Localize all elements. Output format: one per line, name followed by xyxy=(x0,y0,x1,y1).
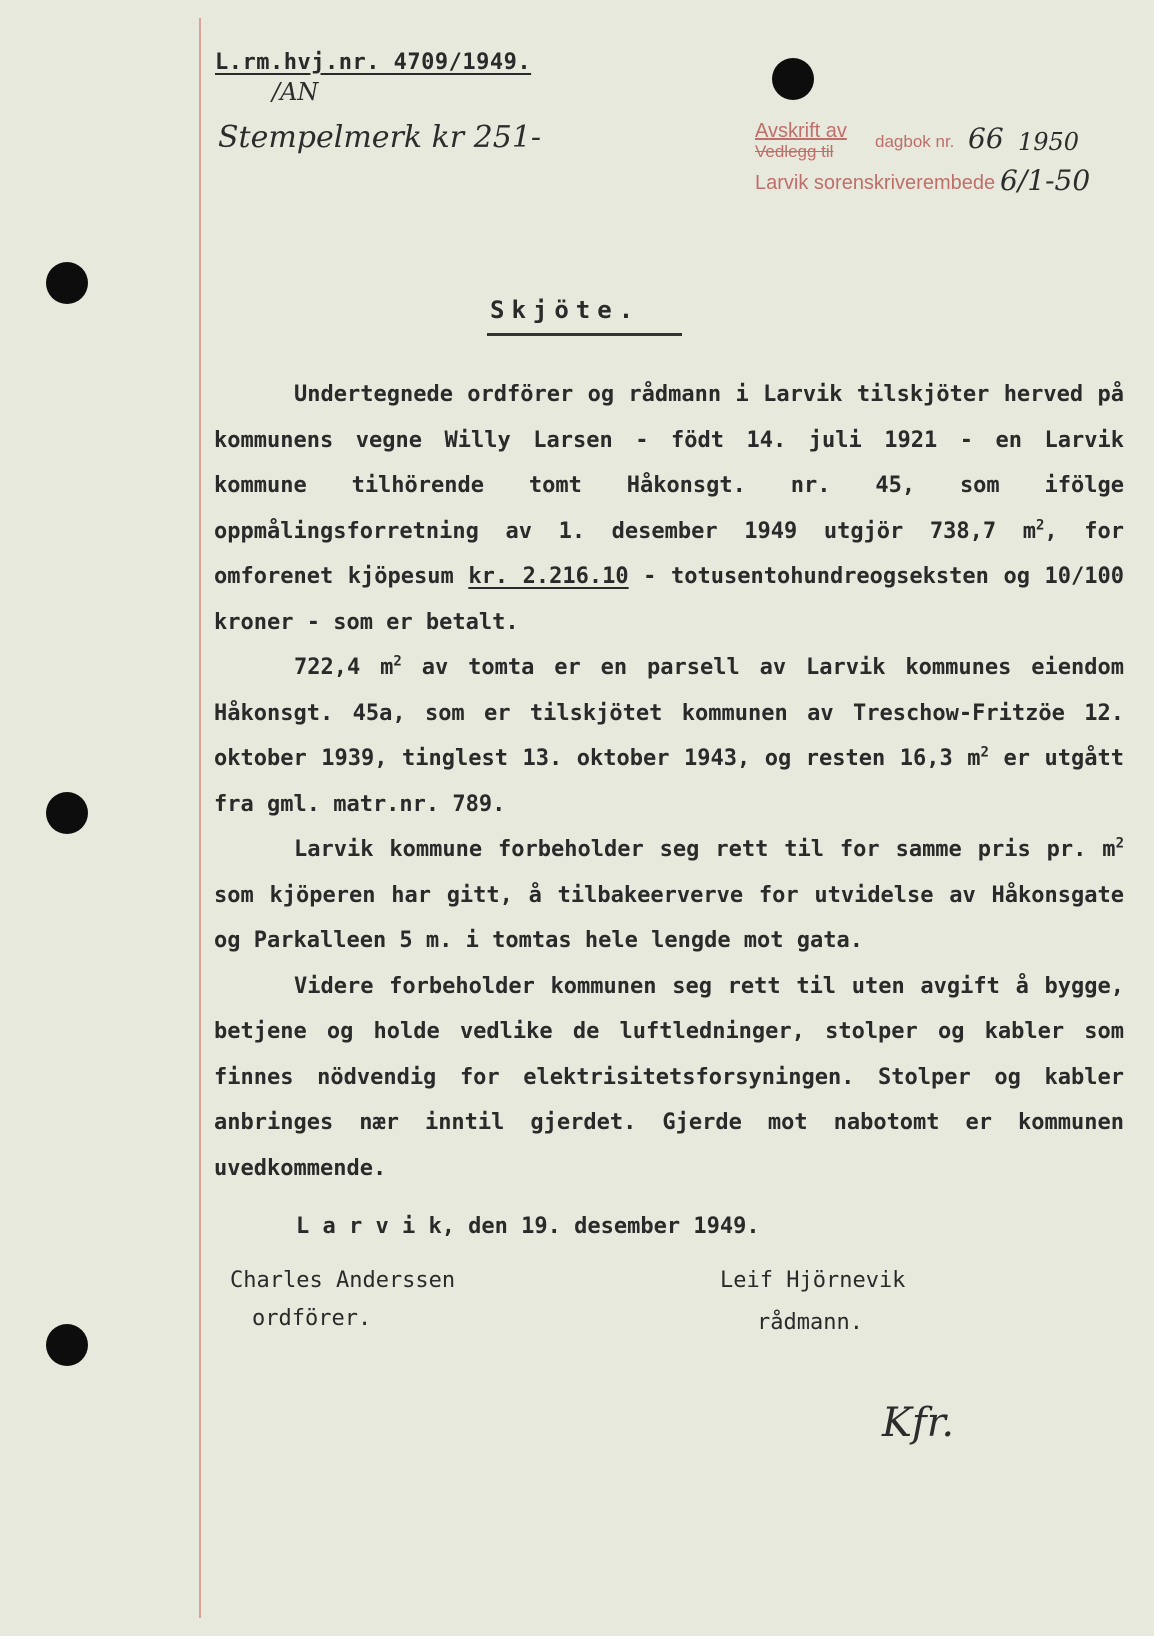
paragraph-2: 722,4 $m^2$ av tomta er en parsell av Larvik kommunes eiendom Håkonsgt. 45a, som er tilskjötet kommunen av Treschow-Fritzöe 12. oktober 1939, tinglest 13. oktober 1943, og resten 16,3 $m^2$ er utgått fra gml. matr.nr. 789. xyxy=(214,653,1124,817)
punch-hole xyxy=(46,1324,88,1366)
signatory-right-name: Leif Hjörnevik xyxy=(720,1268,906,1293)
margin-line xyxy=(199,18,201,1618)
punch-hole xyxy=(46,262,88,304)
purchase-price: kr. 2.216.10 xyxy=(468,564,629,589)
signatory-right-title: rådmann. xyxy=(757,1310,863,1335)
title-underline xyxy=(487,333,682,336)
punch-hole xyxy=(46,792,88,834)
place-date: L a r v i k, den 19. desember 1949. xyxy=(296,1214,760,1239)
document-title: Skjöte. xyxy=(490,296,641,324)
paragraph-3: Larvik kommune forbeholder seg rett til for samme pris pr. $m^2$ som kjöperen har gitt, å tilbakeerverve for utvidelse av Håkonsgate og Parkalleen 5 m. i tomtas hele lengde mot gata. xyxy=(214,835,1124,953)
punch-hole xyxy=(772,58,814,100)
signatory-left-title: ordförer. xyxy=(252,1306,372,1331)
stamp-office: Larvik sorenskriverembede xyxy=(755,172,996,194)
stamp-date: 6/1-50 xyxy=(1000,164,1091,197)
initials-mark: Kfr. xyxy=(882,1400,955,1446)
stamp-dagbok-number: 66 xyxy=(968,122,1004,155)
reference-number: L.rm.hvj.nr. 4709/1949. xyxy=(215,50,532,75)
deed-body xyxy=(214,372,1124,1191)
stamp-dagbok-label: dagbok nr. xyxy=(875,132,955,151)
stamp-label-vedlegg: Vedlegg til xyxy=(755,142,834,161)
signatory-left-name: Charles Anderssen xyxy=(230,1268,456,1293)
stamp-label-avskrift: Avskrift av xyxy=(755,120,847,142)
paragraph-4: Videre forbeholder kommunen seg rett til uten avgift å bygge, betjene og holde vedlike de luftledninger, stolper og kabler som finnes nödvendig for elektrisitetsforsyningen. Stolper og kabler anbringes nær inntil gjerdet. Gjerde mot nabotomt er kommunen uvedkommende. xyxy=(214,973,1124,1181)
stamp-year: 1950 xyxy=(1018,128,1080,156)
reference-initials: /AN xyxy=(272,78,319,106)
stamp-fee-note: Stempelmerk kr 251- xyxy=(218,120,542,155)
paragraph-1: Undertegnede ordförer og rådmann i Larvik tilskjöter herved på kommunens vegne Willy Larsen - födt 14. juli 1921 - en Larvik kommune tilhörende tomt Håkonsgt. nr. 45, som ifölge oppmålingsforretning av 1. desember 1949 utgjör 738,7 $m^2$, for omforenet kjöpesum kr. 2.216.10 - totusentohundreogseksten og 10/100 kroner - som er betalt. xyxy=(214,382,1125,635)
